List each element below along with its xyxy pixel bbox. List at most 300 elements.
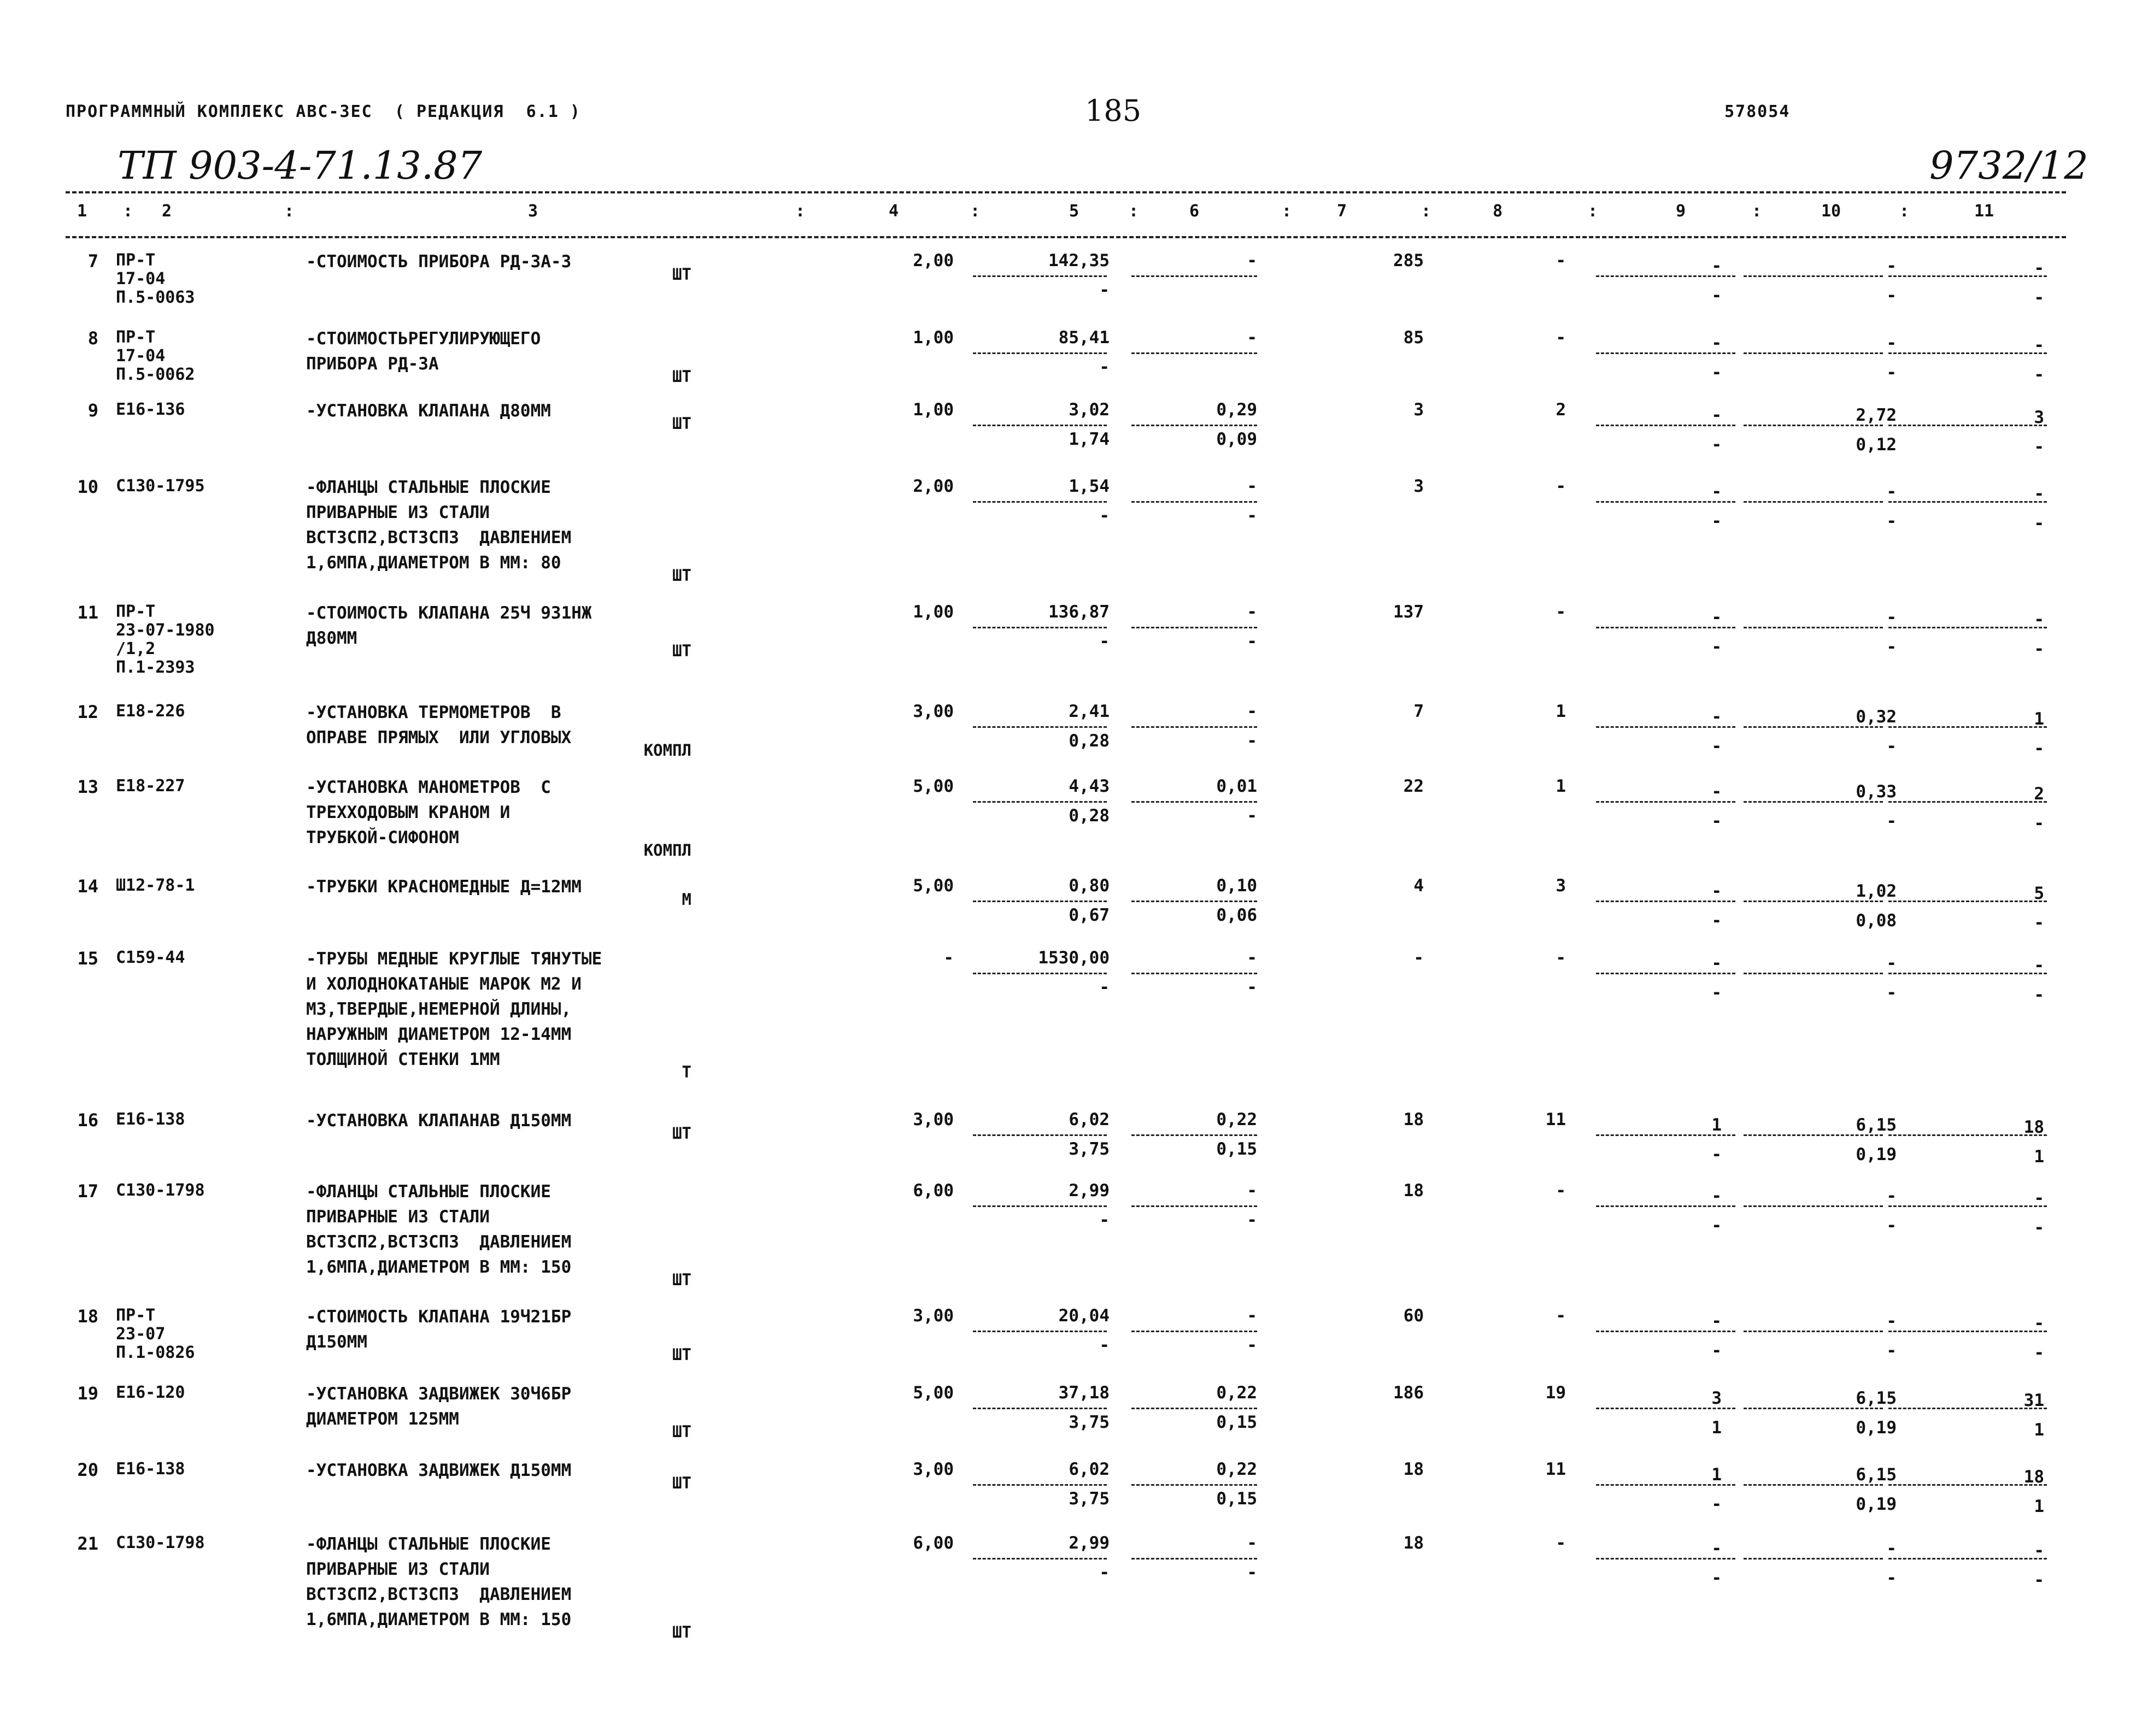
machine-cost: 0,22 [1216,1460,1257,1479]
total-cost: - [1413,948,1424,968]
col11-divider [1888,801,2047,803]
total-wages: 1 [1556,776,1566,796]
machine-cost-divider [1131,352,1257,354]
machine-cost-divider [1131,1134,1257,1136]
row-number: 17 [77,1181,98,1202]
unit-of-measure: ШТ [672,1623,691,1641]
total-cost: 3 [1413,400,1424,420]
work-description: -УСТАНОВКА ЗАДВИЖЕК Д150ММ [306,1461,572,1480]
norm-code: /1,2 [116,639,156,658]
column-separator: : [1588,202,1598,221]
unit-cost: 1,54 [1069,476,1110,496]
row-number: 18 [77,1306,98,1327]
machine-total: 3 [1711,1388,1722,1408]
labor-total: - [2034,956,2044,975]
machine-cost-divider [1131,501,1257,503]
col11-divider [1888,627,2047,628]
work-description: ПРИБОРА РД-ЗА [306,354,439,374]
machine-total: - [1711,405,1722,425]
quantity: 1,00 [913,400,954,420]
unit-of-measure: ШТ [672,265,691,284]
labor-per-unit-machine: 0,08 [1856,911,1897,931]
unit-cost-divider [973,275,1107,277]
row-number: 19 [77,1383,98,1404]
work-description: -СТОИМОСТЬРЕГУЛИРУЮЩЕГО [306,329,541,349]
labor-total-machine: - [2034,1218,2044,1238]
total-wages: - [1556,602,1566,622]
quantity: 3,00 [913,1306,954,1326]
machine-cost-divider [1131,726,1257,728]
total-cost: 3 [1413,476,1424,496]
labor-total: 5 [2034,884,2044,903]
machine-cost-wages: 0,09 [1216,429,1257,449]
labor-per-unit-machine: - [1886,1216,1897,1235]
machine-cost: 0,10 [1216,876,1257,896]
unit-cost-wages: 1,74 [1069,429,1110,449]
norm-code: ПР-Т [116,328,156,347]
work-description: 1,6МПА,ДИАМЕТРОМ В ММ: 150 [306,1610,572,1629]
unit-of-measure: ШТ [672,1270,691,1289]
work-description: -УСТАНОВКА КЛАПАНАВ Д150ММ [306,1111,572,1131]
col11-divider [1888,973,2047,974]
handwritten-project-number: ТП 903-4-71.13.87 [118,143,483,188]
labor-total: 18 [2023,1117,2044,1137]
norm-code: С130-1795 [116,476,205,496]
column-number-2: 2 [161,202,172,221]
labor-per-unit-machine: - [1886,983,1897,1003]
unit-of-measure: ШТ [672,1474,691,1492]
program-header: ПРОГРАММНЫЙ КОМПЛЕКС АВС-ЗЕС ( РЕДАКЦИЯ 6.1 ) [66,102,581,121]
quantity: 1,00 [913,328,954,348]
column-number-10: 10 [1821,202,1841,221]
unit-cost-wages: - [1099,632,1110,651]
work-description: 1,6МПА,ДИАМЕТРОМ В ММ: 80 [306,553,561,573]
labor-total-machine: 1 [2034,1147,2044,1167]
col11-divider [1888,1484,2047,1486]
unit-cost: 6,02 [1069,1460,1110,1479]
machine-total: - [1711,954,1722,973]
total-wages: 11 [1545,1110,1566,1129]
column-number-4: 4 [888,202,899,221]
row-number: 7 [87,251,98,272]
document-code: 578054 [1724,102,1791,121]
column-separator: : [795,202,806,221]
total-cost: 22 [1403,776,1424,796]
machine-total-wages: - [1711,1494,1722,1514]
machine-cost-wages: 0,06 [1216,905,1257,925]
col10-divider [1744,627,1883,628]
work-description: -СТОИМОСТЬ КЛАПАНА 25Ч 931НЖ [306,603,592,623]
norm-code: Е18-227 [116,776,185,796]
work-description: -СТОИМОСТЬ ПРИБОРА РД-ЗА-З [306,252,572,272]
machine-cost-divider [1131,1205,1257,1207]
col10-divider [1744,501,1883,503]
norm-code: ПР-Т [116,602,156,621]
labor-per-unit-machine: 0,19 [1856,1418,1897,1438]
machine-cost-wages: - [1247,1335,1257,1355]
labor-per-unit: 2,72 [1856,405,1897,425]
row-number: 9 [87,400,98,421]
work-description: ВСТЗСП2,ВСТЗСП3 ДАВЛЕНИЕМ [306,528,572,548]
col11-divider [1888,1205,2047,1207]
labor-total-machine: - [2034,437,2044,457]
total-wages: 1 [1556,702,1566,721]
machine-total-wages: - [1711,1341,1722,1361]
norm-code: Е16-138 [116,1110,185,1129]
unit-cost: 3,02 [1069,400,1110,420]
labor-per-unit-machine: 0,19 [1856,1145,1897,1164]
total-cost: 60 [1403,1306,1424,1326]
norm-code: П.5-0062 [116,365,195,384]
machine-cost-wages: - [1247,632,1257,651]
total-wages: 19 [1545,1383,1566,1403]
labor-per-unit: 1,02 [1856,881,1897,901]
machine-cost-wages: - [1247,1210,1257,1230]
unit-cost-wages: 3,75 [1069,1139,1110,1159]
machine-total: - [1711,482,1722,502]
unit-cost-divider [973,1331,1107,1332]
machine-cost-wages: - [1247,731,1257,751]
row-number: 10 [77,476,98,497]
labor-total: 3 [2034,408,2044,427]
machine-cost: - [1247,602,1257,622]
machine-cost: - [1247,476,1257,496]
quantity: 5,00 [913,876,954,896]
col11-divider [1888,1134,2047,1136]
machine-total-wages: - [1711,363,1722,382]
norm-code: Е16-136 [116,400,185,419]
unit-cost-wages: - [1099,1210,1110,1230]
column-separator: : [970,202,981,221]
page-number: 185 [1085,93,1142,128]
labor-total-machine: - [2034,913,2044,933]
labor-total: - [2034,1541,2044,1561]
quantity: 6,00 [913,1181,954,1201]
unit-cost: 4,43 [1069,776,1110,796]
row-number: 12 [77,702,98,722]
machine-total: 1 [1711,1115,1722,1135]
column-number-5: 5 [1069,202,1079,221]
labor-per-unit-machine: - [1886,811,1897,831]
column-separator: : [284,202,295,221]
labor-per-unit: - [1886,482,1897,502]
quantity: 6,00 [913,1533,954,1553]
work-description: ТРУБКОЙ-СИФОНОМ [306,828,459,848]
machine-total-wages: - [1711,1568,1722,1588]
machine-cost-divider [1131,801,1257,803]
row-number: 11 [77,602,98,623]
labor-total-machine: 1 [2034,1497,2044,1516]
machine-total: - [1711,782,1722,802]
column-separator: : [1129,202,1139,221]
machine-cost-divider [1131,275,1257,277]
quantity: - [943,948,954,968]
labor-per-unit-machine: - [1886,1341,1897,1361]
work-description: ВСТЗСП2,ВСТЗСП3 ДАВЛЕНИЕМ [306,1585,572,1604]
unit-cost-divider [973,1408,1107,1409]
machine-total-wages: - [1711,737,1722,756]
work-description: -ФЛАНЦЫ СТАЛЬНЫЕ ПЛОСКИЕ [306,1182,551,1202]
unit-cost-wages: - [1099,1563,1110,1582]
total-cost: 7 [1413,702,1424,721]
total-wages: - [1556,948,1566,968]
unit-cost-divider [973,501,1107,503]
quantity: 2,00 [913,251,954,270]
unit-of-measure: ШТ [672,1345,691,1364]
column-number-9: 9 [1675,202,1686,221]
labor-total: - [2034,1188,2044,1208]
labor-per-unit-machine: - [1886,286,1897,305]
machine-cost-wages: 0,15 [1216,1413,1257,1432]
machine-cost: 0,22 [1216,1383,1257,1403]
machine-total-wages: - [1711,1216,1722,1235]
column-separator: : [1421,202,1431,221]
machine-cost-divider [1131,973,1257,974]
machine-total: - [1711,707,1722,727]
norm-code: ПР-Т [116,251,156,270]
norm-code: 23-07-1980 [116,621,215,640]
machine-cost-divider [1131,901,1257,902]
unit-cost-divider [973,1134,1107,1136]
total-wages: - [1556,476,1566,496]
labor-total: 31 [2023,1391,2044,1410]
column-number-6: 6 [1189,202,1200,221]
machine-cost-wages: - [1247,1563,1257,1582]
total-cost: 85 [1403,328,1424,348]
unit-cost-divider [973,352,1107,354]
unit-cost-divider [973,901,1107,902]
machine-total-wages: - [1711,511,1722,531]
labor-total-machine: - [2034,985,2044,1005]
work-description: МЗ,ТВЕРДЫЕ,НЕМЕРНОЙ ДЛИНЫ, [306,999,572,1019]
machine-total-wages: - [1711,983,1722,1003]
unit-cost-divider [973,973,1107,974]
work-description: ПРИВАРНЫЕ ИЗ СТАЛИ [306,1560,490,1579]
work-description: ДИАМЕТРОМ 125ММ [306,1409,459,1429]
total-wages: - [1556,1306,1566,1326]
unit-cost: 2,99 [1069,1533,1110,1553]
machine-cost-wages: - [1247,506,1257,526]
work-description: ТОЛЩИНОЙ СТЕНКИ 1ММ [306,1050,500,1069]
row-number: 14 [77,876,98,897]
unit-cost-wages: 0,28 [1069,731,1110,751]
col10-divider [1744,1558,1883,1560]
labor-total-machine: - [2034,288,2044,308]
unit-cost-wages: - [1099,357,1110,377]
labor-total: - [2034,258,2044,278]
machine-total: - [1711,1539,1722,1558]
total-wages: - [1556,1181,1566,1201]
col10-divider [1744,973,1883,974]
col10-divider [1744,352,1883,354]
labor-total-machine: 1 [2034,1420,2044,1440]
unit-cost: 20,04 [1058,1306,1110,1326]
labor-per-unit: - [1886,1539,1897,1558]
machine-cost-divider [1131,425,1257,426]
labor-per-unit-machine: - [1886,1568,1897,1588]
column-number-7: 7 [1336,202,1347,221]
unit-cost-divider [973,1205,1107,1207]
work-description: НАРУЖНЫМ ДИАМЕТРОМ 12-14ММ [306,1025,572,1044]
labor-per-unit: - [1886,954,1897,973]
work-description: ОПРАВЕ ПРЯМЫХ ИЛИ УГЛОВЫХ [306,728,572,748]
unit-of-measure: ШТ [672,1422,691,1441]
labor-total-machine: - [2034,365,2044,385]
unit-of-measure: ШТ [672,1124,691,1143]
labor-per-unit-machine: - [1886,363,1897,382]
norm-code: ПР-Т [116,1306,156,1325]
machine-cost-divider [1131,1558,1257,1560]
unit-of-measure: ШТ [672,414,691,433]
unit-cost-wages: - [1099,506,1110,526]
unit-cost-divider [973,726,1107,728]
labor-per-unit-machine: - [1886,637,1897,657]
work-description: Д80ММ [306,628,357,648]
labor-total-machine: - [2034,514,2044,533]
norm-code: С159-44 [116,948,185,967]
machine-total: - [1711,881,1722,901]
machine-cost: 0,22 [1216,1110,1257,1129]
machine-cost: - [1247,251,1257,270]
header-top-rule [66,191,2066,193]
labor-total: - [2034,484,2044,504]
labor-total-machine: - [2034,639,2044,659]
total-wages: 3 [1556,876,1566,896]
labor-per-unit-machine: - [1886,511,1897,531]
row-number: 21 [77,1533,98,1554]
machine-cost: - [1247,1181,1257,1201]
machine-total-wages: 1 [1711,1418,1722,1438]
norm-code: П.1-2393 [116,658,195,677]
machine-total-wages: - [1711,435,1722,455]
unit-cost-divider [973,1484,1107,1486]
labor-per-unit: - [1886,333,1897,353]
machine-cost-wages: - [1247,978,1257,997]
labor-total: - [2034,610,2044,629]
unit-cost: 142,35 [1048,251,1110,270]
labor-per-unit: 0,33 [1856,782,1897,802]
machine-cost: - [1247,948,1257,968]
labor-per-unit: - [1886,256,1897,276]
unit-cost: 1530,00 [1038,948,1110,968]
labor-per-unit: - [1886,608,1897,627]
machine-total-wages: - [1711,637,1722,657]
row-number: 20 [77,1460,98,1480]
machine-cost: - [1247,702,1257,721]
machine-cost-divider [1131,627,1257,628]
unit-of-measure: ШТ [672,566,691,585]
labor-per-unit: 6,15 [1856,1388,1897,1408]
total-wages: - [1556,328,1566,348]
norm-code: Е18-226 [116,702,185,721]
norm-code: Е16-138 [116,1460,185,1479]
machine-cost-wages: 0,15 [1216,1489,1257,1509]
norm-code: 17-04 [116,346,166,366]
work-description: И ХОЛОДНОКАТАНЫЕ МАРОК М2 И [306,974,582,994]
row-number: 15 [77,948,98,969]
machine-cost-divider [1131,1331,1257,1332]
quantity: 3,00 [913,1460,954,1479]
quantity: 5,00 [913,1383,954,1403]
work-description: -УСТАНОВКА МАНОМЕТРОВ С [306,778,551,797]
col10-divider [1744,275,1883,277]
col11-divider [1888,1558,2047,1560]
unit-cost-wages: 0,67 [1069,905,1110,925]
total-cost: 285 [1393,251,1424,270]
column-number-3: 3 [527,202,538,221]
labor-per-unit-machine: 0,19 [1856,1494,1897,1514]
col11-divider [1888,1331,2047,1332]
unit-of-measure: М [682,890,691,909]
machine-total: - [1711,1186,1722,1206]
work-description: -ТРУБКИ КРАСНОМЕДНЫЕ Д=12ММ [306,877,582,897]
labor-total: - [2034,1314,2044,1333]
unit-cost-wages: 0,28 [1069,806,1110,826]
unit-cost-wages: - [1099,978,1110,997]
unit-of-measure: ШТ [672,367,691,386]
machine-cost: 0,29 [1216,400,1257,420]
column-number-8: 8 [1492,202,1503,221]
labor-total: 18 [2023,1467,2044,1487]
header-bottom-rule [66,236,2066,238]
column-separator: : [1752,202,1762,221]
column-number-11: 11 [1974,202,1994,221]
work-description: ТРЕХХОДОВЫМ КРАНОМ И [306,803,511,822]
labor-per-unit-machine: - [1886,737,1897,756]
norm-code: С130-1798 [116,1181,205,1200]
machine-total: - [1711,333,1722,353]
labor-total-machine: - [2034,1343,2044,1363]
unit-of-measure: Т [682,1063,691,1081]
labor-per-unit: - [1886,1311,1897,1331]
col11-divider [1888,726,2047,728]
labor-total: - [2034,336,2044,355]
col11-divider [1888,275,2047,277]
quantity: 5,00 [913,776,954,796]
work-description: -СТОИМОСТЬ КЛАПАНА 19Ч21БР [306,1307,572,1327]
quantity: 3,00 [913,1110,954,1129]
total-cost: 186 [1393,1383,1424,1403]
work-description: -УСТАНОВКА ТЕРМОМЕТРОВ В [306,703,561,722]
machine-cost: - [1247,1533,1257,1553]
machine-total: - [1711,1311,1722,1331]
labor-per-unit: 6,15 [1856,1115,1897,1135]
column-separator: : [1899,202,1910,221]
machine-total-wages: - [1711,911,1722,931]
machine-cost: - [1247,1306,1257,1326]
total-wages: 11 [1545,1460,1566,1479]
col11-divider [1888,425,2047,426]
work-description: -ФЛАНЦЫ СТАЛЬНЫЕ ПЛОСКИЕ [306,478,551,497]
unit-of-measure: КОМПЛ [643,841,691,860]
labor-per-unit: - [1886,1186,1897,1206]
work-description: -УСТАНОВКА КЛАПАНА Д80ММ [306,401,551,421]
work-description: Д150ММ [306,1332,367,1352]
row-number: 8 [87,328,98,349]
unit-of-measure: КОМПЛ [643,741,691,760]
handwritten-sheet-number: 9732/12 [1929,143,2088,188]
unit-of-measure: ШТ [672,642,691,660]
unit-cost: 2,99 [1069,1181,1110,1201]
work-description: ПРИВАРНЫЕ ИЗ СТАЛИ [306,503,490,522]
machine-total-wages: - [1711,1145,1722,1164]
unit-cost: 85,41 [1058,328,1110,348]
machine-total-wages: - [1711,811,1722,831]
machine-cost-divider [1131,1484,1257,1486]
labor-per-unit: 6,15 [1856,1465,1897,1485]
unit-cost-divider [973,1558,1107,1560]
row-number: 16 [77,1110,98,1131]
